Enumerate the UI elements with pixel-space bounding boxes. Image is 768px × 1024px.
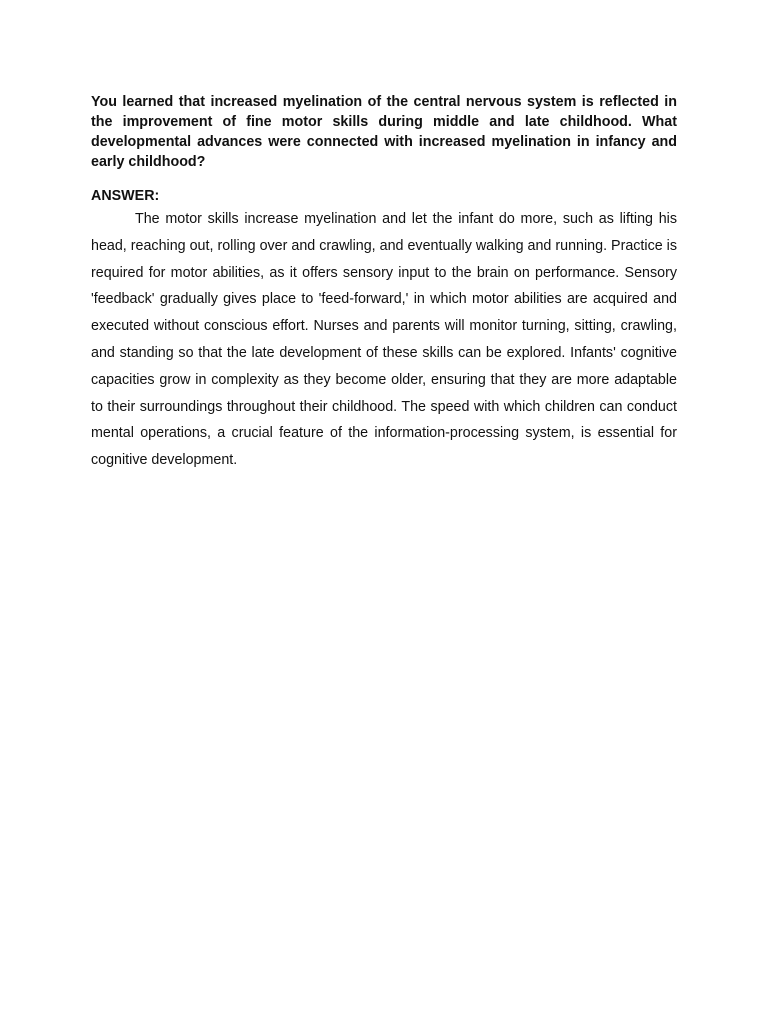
document-content <box>91 92 677 474</box>
question-text: You learned that increased myelination of the central nervous system is reflected in the improvement of fine motor skills during middle and late childhood. What developmental advances were connected with increased myelination in infancy and early childhood? <box>91 94 677 170</box>
answer-paragraph: The motor skills increase myelination and let the infant do more, such as lifting his head, reaching out, rolling over and crawling, and eventually walking and running. Practice is required for motor abilities, as it offers sensory input to the brain on performance. Sensory 'feedback' gradually gives place to 'feed-forward,' in which motor abilities are acquired and executed without conscious effort. Nurses and parents will monitor turning, sitting, crawling, and standing so that the late development of these skills can be explored. Infants' cognitive capacities grow in complexity as they become older, ensuring that they are more adaptable to their surroundings throughout their childhood. The speed with which children can conduct mental operations, a crucial feature of the information-processing system, is essential for cognitive development. <box>91 211 677 469</box>
answer-heading: ANSWER: <box>91 188 160 204</box>
